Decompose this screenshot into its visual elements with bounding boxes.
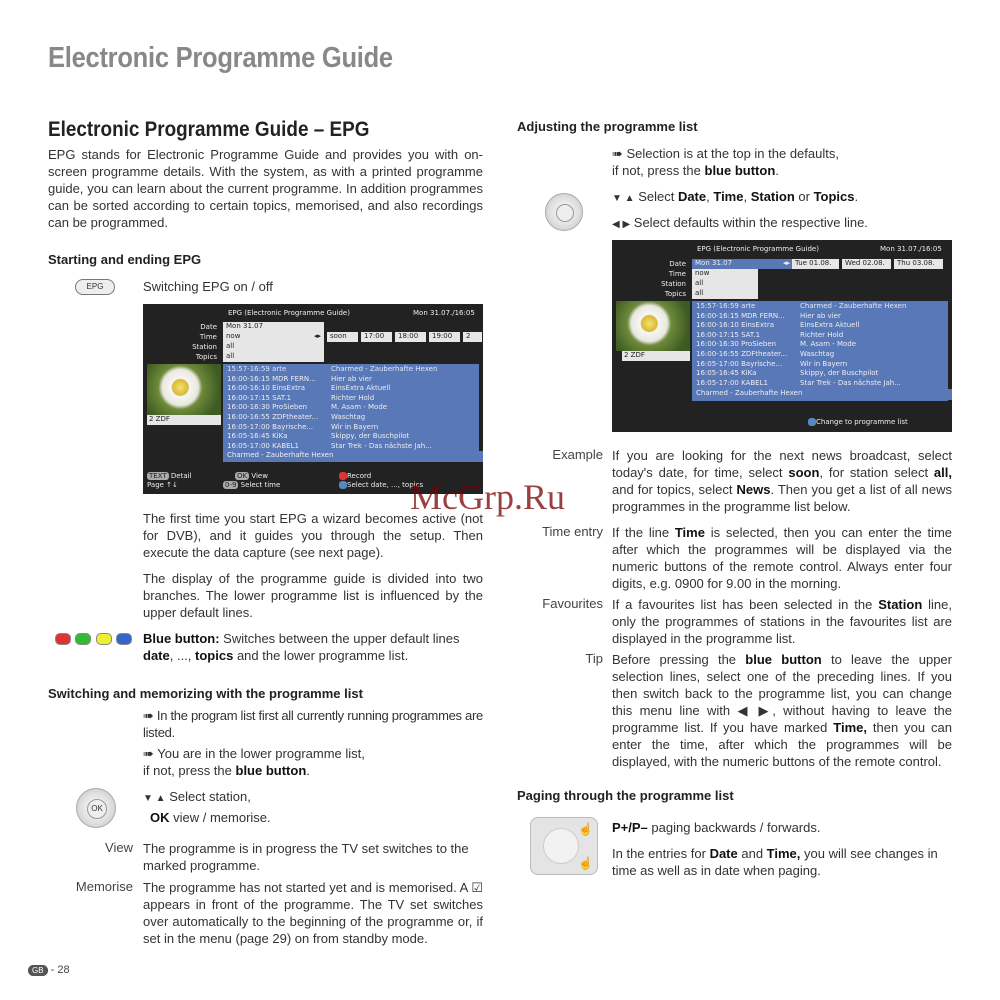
programme-title: Richter Hold <box>800 330 844 339</box>
view-label: View <box>105 840 133 855</box>
programme-time-station: 16:00-16:15 MDR FERN... <box>227 374 316 383</box>
footer-programme-r: Charmed - Zauberhafte Hexen <box>692 389 952 400</box>
right-programme-row[interactable] <box>696 340 857 350</box>
programme-title: Waschtag <box>800 350 835 358</box>
right-programme-row[interactable] <box>696 369 879 379</box>
programme-title: M. Asam - Mode <box>331 403 388 412</box>
programme-title: Wir in Bayern <box>800 359 848 368</box>
slot-17[interactable]: 17:00 <box>361 332 392 342</box>
starting-heading: Starting and ending EPG <box>48 252 202 267</box>
footer-programme: Charmed - Zauberhafte Hexen <box>223 451 483 462</box>
programme-time-station: 15:57-16:59 arte <box>696 302 756 310</box>
programme-title: Charmed - Zauberhafte Hexen <box>331 365 438 373</box>
wizard-paragraph: The first time you start EPG a wizard becomes active (not for DVB), and it guides you through the setup. Then execute the data capture (see next page). <box>143 511 483 560</box>
remote-paging-icon: ☝ ☝ <box>530 817 598 875</box>
programme-title: EinsExtra Aktuell <box>800 321 860 330</box>
programme-title: Waschtag <box>331 413 366 421</box>
date-wed[interactable]: Wed 02.08. <box>842 259 891 269</box>
memorise-text: The programme has not started yet and is memorised. A ☑ appears in front of the programme. The TV set switches over automatically to the beginning of the programme or, if set in the menu (page 29) on from standby mode. <box>143 880 483 946</box>
legend-page: Page ↑↓ <box>147 481 178 489</box>
favourites-label: Favourites <box>542 596 603 611</box>
epg-screen-left <box>143 304 483 494</box>
programme-time-station: 16:00-17:15 SAT.1 <box>227 393 292 402</box>
legend-select-date: Select date, ..., topics <box>339 481 423 491</box>
programme-title: Star Trek - Das nächste Jah... <box>331 441 432 450</box>
label-date: Date <box>200 323 217 331</box>
value-date[interactable]: Mon 31.07 <box>223 322 324 332</box>
country-badge: GB <box>28 965 48 976</box>
slot-18[interactable]: 18:00 <box>395 332 426 342</box>
arrow-note-1: ➠ In the program list first all currently running programmes are listed. <box>143 708 483 740</box>
value-station-r[interactable]: all <box>692 279 758 289</box>
slot-soon[interactable]: soon <box>327 332 358 342</box>
programme-time-station: 16:05-17:00 KABEL1 <box>227 441 299 450</box>
selection-note: ➠ Selection is at the top in the defaults, if not, press the blue button. <box>612 146 839 178</box>
left-programme-row[interactable] <box>227 441 432 452</box>
blue-button-icon <box>116 633 132 645</box>
programme-title: Richter Hold <box>331 393 375 402</box>
programme-time-station: 16:05-16:45 KiKa <box>227 432 288 441</box>
right-programme-row[interactable] <box>696 311 841 322</box>
programme-time-station: 16:05-16:45 KiKa <box>696 369 757 378</box>
left-programme-row[interactable] <box>227 374 372 385</box>
left-programme-row[interactable] <box>227 432 410 442</box>
slot-19[interactable]: 19:00 <box>429 332 460 342</box>
red-button-icon <box>55 633 71 645</box>
screen-title: EPG (Electronic Programme Guide) <box>228 309 350 317</box>
value-date-r[interactable]: Mon 31.07 ◂▸ <box>692 259 793 269</box>
display-paragraph: The display of the programme guide is divided into two branches. The lower programme list is influenced by the upper default lines. <box>143 571 483 620</box>
right-programme-row[interactable] <box>696 350 835 360</box>
channel-preview-image-r <box>616 301 690 351</box>
blue-button-paragraph: Blue button: Switches between the upper default lines date, ..., topics and the lower programme list. <box>143 631 460 663</box>
watermark: McGrp.Ru <box>410 477 565 517</box>
select-station-text: ▼ ▲ Select station, <box>143 789 251 804</box>
memorise-label: Memorise <box>75 879 133 894</box>
select-defaults-text: ◀ ▶ Select defaults within the respective line. <box>612 215 868 230</box>
right-programme-row[interactable] <box>696 302 907 312</box>
screen-title-r: EPG (Electronic Programme Guide) <box>697 245 819 253</box>
view-text: The programme is in progress the TV set switches to the marked programme. <box>143 841 469 873</box>
programme-time-station: 16:00-16:10 EinsExtra <box>696 321 775 330</box>
value-time-r[interactable]: now <box>692 269 758 279</box>
label-date-r: Date <box>669 260 686 268</box>
date-thu[interactable]: Thu 03.08. <box>894 259 943 269</box>
channel-name-r: 2 ZDF <box>622 351 690 361</box>
programme-title: M. Asam - Mode <box>800 340 857 349</box>
epg-screen-right <box>612 240 952 432</box>
label-time-r: Time <box>668 270 686 278</box>
channel-name: 2 ZDF <box>147 415 221 425</box>
programme-title: Charmed - Zauberhafte Hexen <box>800 302 907 310</box>
green-button-icon <box>75 633 91 645</box>
page-footer <box>28 964 70 976</box>
right-programme-row[interactable] <box>696 321 860 331</box>
label-station: Station <box>192 343 217 351</box>
right-programme-row[interactable] <box>696 330 844 341</box>
programme-time-station: 16:00-16:10 EinsExtra <box>227 384 306 393</box>
section-heading-epg: Electronic Programme Guide – EPG <box>48 118 370 141</box>
left-programme-row[interactable] <box>227 403 388 413</box>
favourites-text: If a favourites list has been selected in the Station line, only the programmes of stations in the favourites list are displayed in the programme list. <box>612 597 953 646</box>
programme-title: Skippy, der Buschpilot <box>800 369 879 378</box>
programme-title: Star Trek - Das nächste Jah... <box>800 378 901 387</box>
value-time-text: now <box>226 332 241 340</box>
date-tue[interactable]: Tue 01.08. <box>792 259 839 269</box>
label-station-r: Station <box>661 280 686 288</box>
change-to-list: Change to programme list <box>808 418 908 428</box>
right-programme-row[interactable] <box>696 359 848 370</box>
tip-label: Tip <box>585 651 603 666</box>
page-title: Electronic Programme Guide <box>48 42 393 74</box>
tip-text: Before pressing the blue button to leave the upper selection lines, select one of the preceding lines. If you then switch back to the programme list, you can change this menu line with ◀ ▶, without having to leave the programme list. If you have marked Time, then you can enter the time, after which the programmes will be displayed, with the numeric buttons of the remote control. <box>612 652 952 769</box>
ok-pad-icon: OK <box>76 788 116 828</box>
programme-time-station: 16:05-17:00 Bayrische... <box>696 359 783 368</box>
select-date-text: ▼ ▲ Select Date, Time, Station or Topics. <box>612 189 859 204</box>
adjusting-heading: Adjusting the programme list <box>517 119 698 134</box>
legend-detail: TEXT Detail <box>149 472 192 480</box>
time-entry-label: Time entry <box>542 524 603 539</box>
slot-20[interactable]: 2 <box>463 332 482 342</box>
programme-time-station: 16:00-16:30 ProSieben <box>696 340 777 349</box>
epg-switch-text: Switching EPG on / off <box>143 279 273 294</box>
programme-time-station: 16:05-17:00 KABEL1 <box>696 378 768 387</box>
time-entry-text: If the line Time is selected, then you can enter the time after which the programmes will be displayed via the numeric buttons of the remote control. Always enter four digits, e.g. 0900 for 9.00 in the morning. <box>612 525 952 591</box>
programme-title: Hier ab vier <box>800 311 841 320</box>
colour-buttons-icon <box>55 632 132 650</box>
value-time[interactable]: now ◂▸ <box>223 332 324 342</box>
left-programme-row[interactable] <box>227 413 366 423</box>
value-station[interactable]: all <box>223 342 324 352</box>
programme-time-station: 16:00-16:55 ZDFtheater... <box>696 350 788 358</box>
intro-paragraph: EPG stands for Electronic Programme Guide and provides you with on-screen programme details. With the system, as with a printed programme guide, you can learn about the current programme. In addition programmes can be sorted according to certain topics, memorised, and also recordings can be programmed. <box>48 147 483 230</box>
channel-preview-image <box>147 364 221 416</box>
epg-button-icon: EPG <box>75 279 115 295</box>
legend-record: Record <box>339 472 371 482</box>
arrow-note-2: ➠ You are in the lower programme list, if not, press the blue button. <box>143 746 365 778</box>
paging-heading: Paging through the programme list <box>517 788 734 803</box>
left-programme-row[interactable] <box>227 384 391 394</box>
switching-heading: Switching and memorizing with the programme list <box>48 686 363 701</box>
programme-time-station: 16:00-16:55 ZDFtheater... <box>227 413 319 421</box>
programme-time-station: 16:00-16:15 MDR FERN... <box>696 311 785 320</box>
example-label: Example <box>552 447 603 462</box>
pp-text: P+/P– paging backwards / forwards. <box>612 820 821 835</box>
ok-view-text: OK view / memorise. <box>150 810 271 825</box>
right-programme-row[interactable] <box>696 378 901 389</box>
programme-title: Skippy, der Buschpilot <box>331 432 410 441</box>
page-number: - 28 <box>50 964 70 976</box>
programme-time-station: 16:05-17:00 Bayrische... <box>227 422 314 431</box>
programme-time-station: 15:57-16:59 arte <box>227 365 287 373</box>
left-programme-row[interactable] <box>227 393 375 404</box>
programme-title: EinsExtra Aktuell <box>331 384 391 393</box>
example-text: If you are looking for the next news broadcast, select today's date, for time, select soon, for station select all, and for topics, select News. Then you get a list of all news programmes in the programme list below. <box>612 448 953 514</box>
left-programme-row[interactable] <box>227 422 379 433</box>
nav-pad-icon <box>545 193 583 231</box>
value-topics[interactable]: all <box>223 352 324 362</box>
yellow-button-icon <box>96 633 112 645</box>
label-time: Time <box>199 333 217 341</box>
legend-view: OK View <box>237 472 268 480</box>
label-topics-r: Topics <box>664 290 686 298</box>
programme-time-station: 16:00-17:15 SAT.1 <box>696 330 761 339</box>
paging-text: In the entries for Date and Time, you will see changes in time as well as in date when paging. <box>612 846 938 878</box>
screen-datetime-r: Mon 31.07./16:05 <box>880 245 942 253</box>
left-programme-row[interactable] <box>227 365 438 375</box>
programme-title: Hier ab vier <box>331 374 372 383</box>
legend-select-time: 0-9 Select time <box>225 481 281 489</box>
label-topics: Topics <box>195 353 217 361</box>
value-topics-r[interactable]: all <box>692 289 758 299</box>
programme-title: Wir in Bayern <box>331 422 379 431</box>
programme-time-station: 16:00-16:30 ProSieben <box>227 403 308 412</box>
screen-datetime: Mon 31.07./16:05 <box>413 309 475 317</box>
